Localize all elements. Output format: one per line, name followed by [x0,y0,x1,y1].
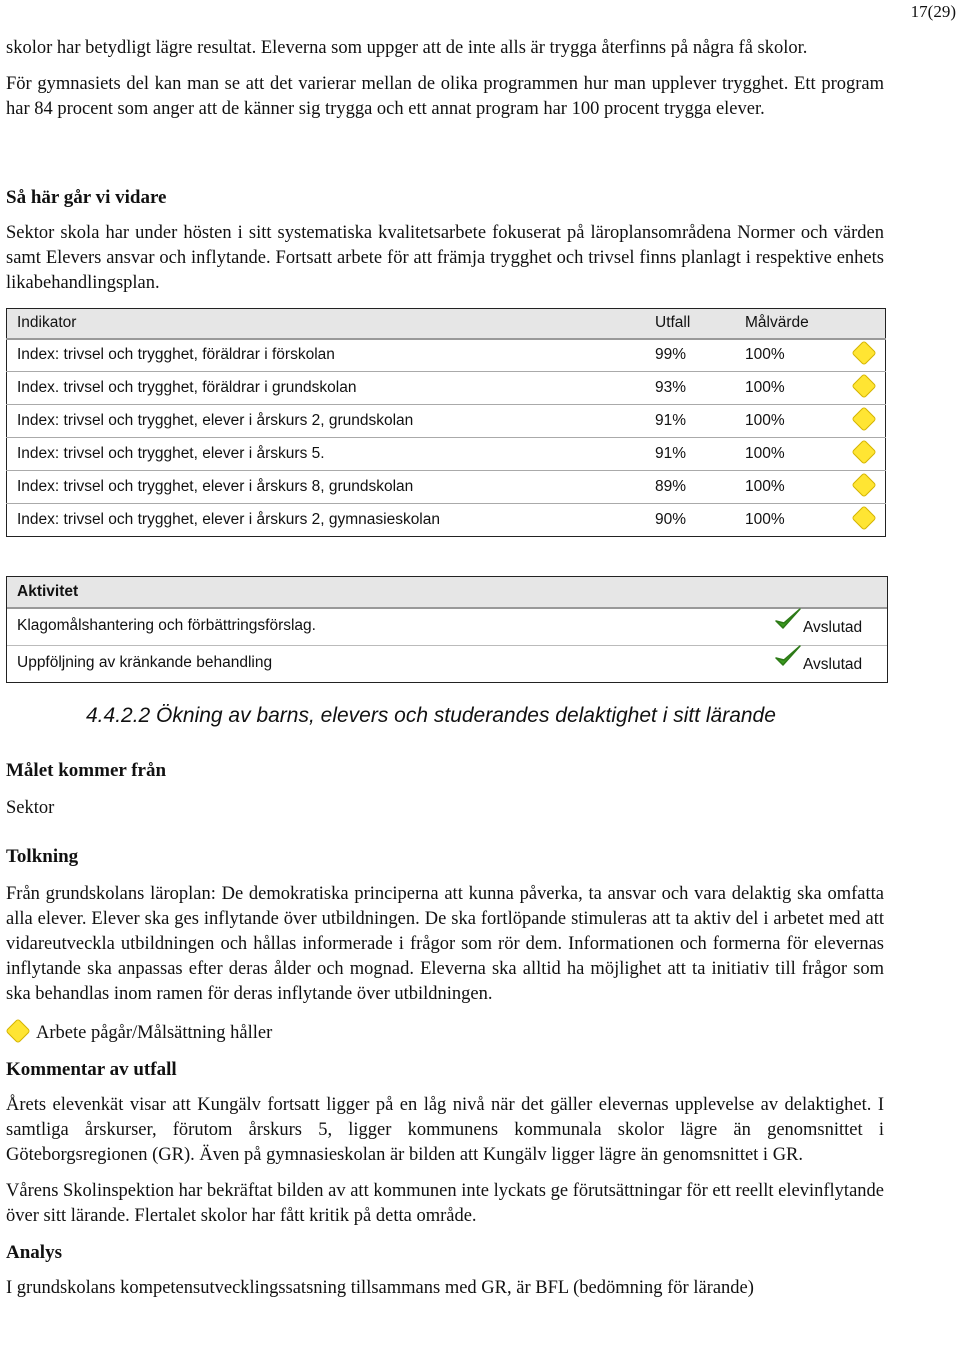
activity-status: Avslutad [803,619,863,636]
interpretation-text: Från grundskolans läroplan: De demokratiska principerna att kunna påverka, ta ansvar och vara delaktig ska omfatta alla elever. Elever ska ges inflytande över utbildningen. De ska fortlöpande stimuleras att ta aktiv del i arbetet med att vidareutveckla utbildningen och hållas informerade i frågor som rör dem. Informationen och formerna för elevernas inflytande ska anpassas efter deras ålder och mognad. Eleverna ska alltid ha möjlighet att ta initiativ till frågor som ska behandlas inom ramen för deras inflytande över utbildningen. [6,884,884,1004]
indicator-target: 100% [745,379,785,396]
indicator-target: 100% [745,511,785,528]
table-row [7,471,886,504]
table-row [7,372,886,405]
indicator-result: 99% [655,346,687,364]
activity-status: Avslutad [803,656,863,673]
table-row [7,646,887,682]
green-check-icon [773,605,803,635]
yellow-diamond-icon [851,505,876,530]
indicator-table [6,308,886,537]
activity-table [6,576,888,683]
comment-heading: Kommentar av utfall [6,1059,177,1080]
indicator-table-wrapper [6,308,886,537]
indicator-target: 100% [745,412,785,429]
activity-label: Uppföljning av kränkande behandling [17,654,273,671]
next-steps-heading: Så här går vi vidare [6,187,167,208]
indicator-result: 91% [655,445,687,462]
indicator-target: 100% [745,478,785,495]
yellow-diamond-icon [851,340,876,365]
yellow-diamond-icon [851,406,876,431]
interpretation-heading: Tolkning [6,846,79,867]
analysis-heading: Analys [6,1242,62,1263]
yellow-diamond-icon [851,472,876,497]
intro-section [6,36,884,122]
next-steps-text: Sektor skola har under hösten i sitt systematiska kvalitetsarbete fokuserat på läroplansområdena Normer och värden samt Elevers ansvar och inflytande. Fortsatt arbete för att främja trygghet och trivsel finns planlagt i respektive enhets likabehandlingsplan. [6,223,884,293]
table-row [7,504,886,537]
intro-paragraph-2: För gymnasiets del kan man se att det varierar mellan de olika programmen hur man upplever trygghet. Ett program har 84 procent som anger att de känner sig trygga och ett annat program har 100 procent trygga elever. [6,74,884,119]
page-number: 17(29) [910,2,956,21]
green-check-icon [773,642,803,672]
intro-paragraph-1: skolor har betydligt lägre resultat. Eleverna som uppger att de inte alls är trygga återfinns på några få skolor. [6,38,808,58]
header-status [845,309,886,339]
yellow-diamond-icon [851,439,876,464]
indicator-result: 93% [655,379,687,396]
table-row [7,609,887,646]
status-text: Arbete pågår/Målsättning håller [36,1023,273,1043]
indicator-target: 100% [745,445,785,462]
header-indicator: Indikator [17,314,77,332]
indicator-label: Index: trivsel och trygghet, elever i årskurs 2, grundskolan [17,412,414,429]
analysis-text: I grundskolans kompetensutvecklingssatsning tillsammans med GR, är BFL (bedömning för lärande) [6,1278,754,1298]
activity-label: Klagomålshantering och förbättringsförslag. [17,617,316,634]
comment-paragraph-2: Vårens Skolinspektion har bekräftat bilden av att kommunen inte lyckats ge förutsättningar för ett reellt elevinflytande över sitt lärande. Flertalet skolor har fått kritik på detta område. [6,1181,884,1226]
indicator-label: Index: trivsel och trygghet, elever i årskurs 5. [17,445,325,462]
indicator-label: Index: trivsel och trygghet, elever i årskurs 2, gymnasieskolan [17,511,440,528]
goal-section [6,758,884,1301]
table-row [7,438,886,471]
goal-from-heading: Målet kommer från [6,760,167,781]
indicator-table-header [7,309,886,339]
table-row [7,339,886,372]
next-steps-section [6,185,884,296]
section-heading: 4.4.2.2 Ökning av barns, elevers och studerandes delaktighet i sitt lärande [86,704,776,727]
indicator-label: Index: trivsel och trygghet, elever i årskurs 8, grundskolan [17,478,414,495]
indicator-label: Index: trivsel och trygghet, föräldrar i förskolan [17,346,335,364]
indicator-target: 100% [745,346,785,364]
table-row [7,405,886,438]
goal-from-value: Sektor [6,798,55,818]
yellow-diamond-icon [5,1018,30,1043]
indicator-label: Index. trivsel och trygghet, föräldrar i grundskolan [17,379,357,396]
activity-table-header: Aktivitet [7,577,887,609]
yellow-diamond-icon [851,373,876,398]
indicator-result: 89% [655,478,687,495]
indicator-result: 91% [655,412,687,429]
status-line [6,1021,884,1046]
indicator-result: 90% [655,511,687,528]
comment-paragraph-1: Årets elevenkät visar att Kungälv fortsatt ligger på en låg nivå när det gäller elevernas upplevelse av delaktighet. I samtliga årskurser, förutom årskurs 5, ligger kommunens kommunala skolor lägre än genomsnittet i Göteborgsregionen (GR). Även på gymnasieskolan är bilden att Kungälv ligger lägre än genomsnittet i GR. [6,1095,884,1165]
header-result: Utfall [655,314,691,332]
header-target: Målvärde [745,314,809,332]
